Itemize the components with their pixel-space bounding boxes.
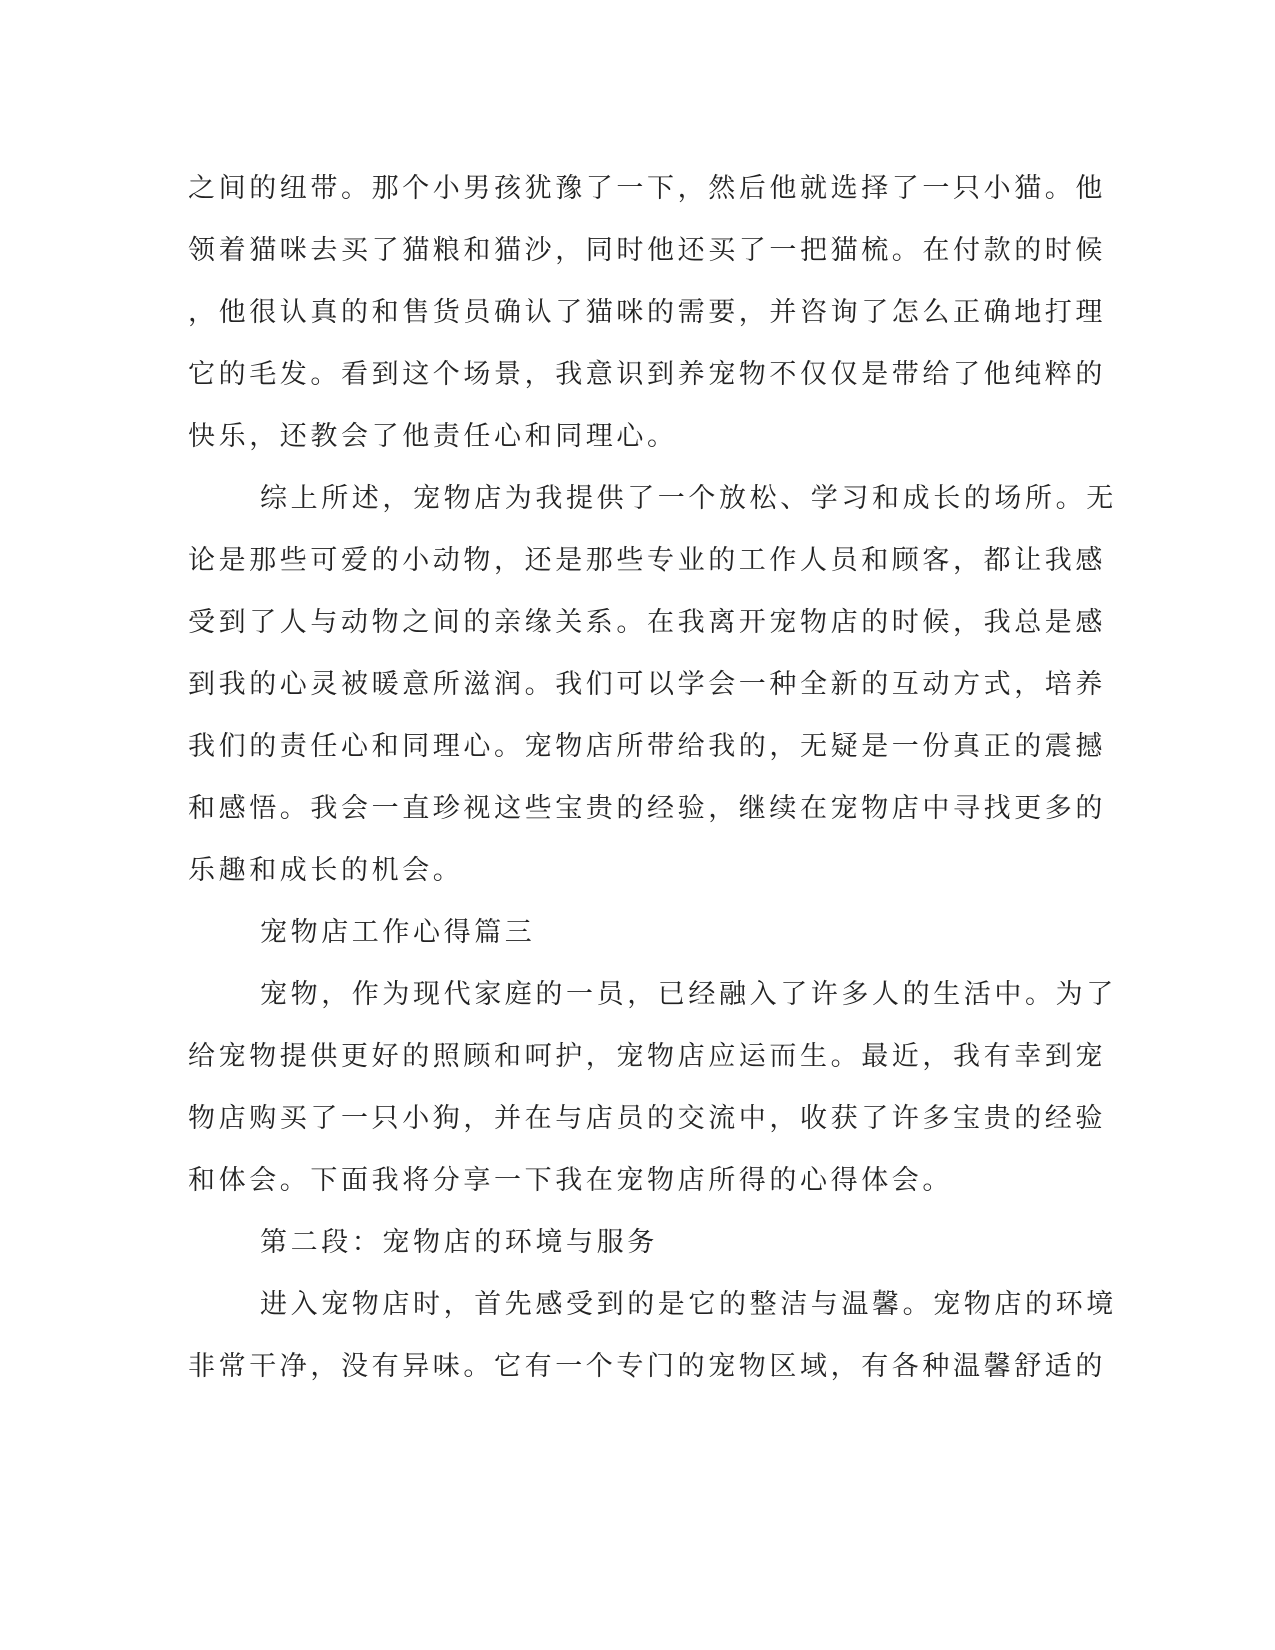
text-line: 它的毛发。看到这个场景，我意识到养宠物不仅仅是带给了他纯粹的 [188, 359, 1106, 390]
text-line: 我们的责任心和同理心。宠物店所带给我的，无疑是一份真正的震撼 [188, 731, 1106, 762]
paragraph-start-line: 综上所述，宠物店为我提供了一个放松、学习和成长的场所。无 [260, 483, 1117, 514]
paragraph-start-line: 宠物，作为现代家庭的一员，已经融入了许多人的生活中。为了 [260, 979, 1117, 1010]
text-line: 乐趣和成长的机会。 [188, 855, 464, 886]
text-line: 受到了人与动物之间的亲缘关系。在我离开宠物店的时候，我总是感 [188, 607, 1106, 638]
text-line: 物店购买了一只小狗，并在与店员的交流中，收获了许多宝贵的经验 [188, 1103, 1106, 1134]
text-line: 和感悟。我会一直珍视这些宝贵的经验，继续在宠物店中寻找更多的 [188, 793, 1106, 824]
text-line: 到我的心灵被暖意所滋润。我们可以学会一种全新的互动方式，培养 [188, 669, 1106, 700]
paragraph-start-line: 进入宠物店时，首先感受到的是它的整洁与温馨。宠物店的环境 [260, 1289, 1117, 1320]
text-line: 领着猫咪去买了猫粮和猫沙，同时他还买了一把猫梳。在付款的时候 [188, 235, 1106, 266]
section-heading: 宠物店工作心得篇三 [260, 917, 536, 948]
text-line: 快乐，还教会了他责任心和同理心。 [188, 421, 678, 452]
text-line: 之间的纽带。那个小男孩犹豫了一下，然后他就选择了一只小猫。他 [188, 173, 1106, 204]
text-line: 非常干净，没有异味。它有一个专门的宠物区域，有各种温馨舒适的 [188, 1351, 1106, 1382]
subsection-heading: 第二段：宠物店的环境与服务 [260, 1227, 658, 1258]
text-line: 和体会。下面我将分享一下我在宠物店所得的心得体会。 [188, 1165, 953, 1196]
text-line: 论是那些可爱的小动物，还是那些专业的工作人员和顾客，都让我感 [188, 545, 1106, 576]
text-line: 给宠物提供更好的照顾和呵护，宠物店应运而生。最近，我有幸到宠 [188, 1041, 1106, 1072]
text-line: ，他很认真的和售货员确认了猫咪的需要，并咨询了怎么正确地打理 [188, 297, 1106, 328]
document-body [188, 158, 1117, 1398]
